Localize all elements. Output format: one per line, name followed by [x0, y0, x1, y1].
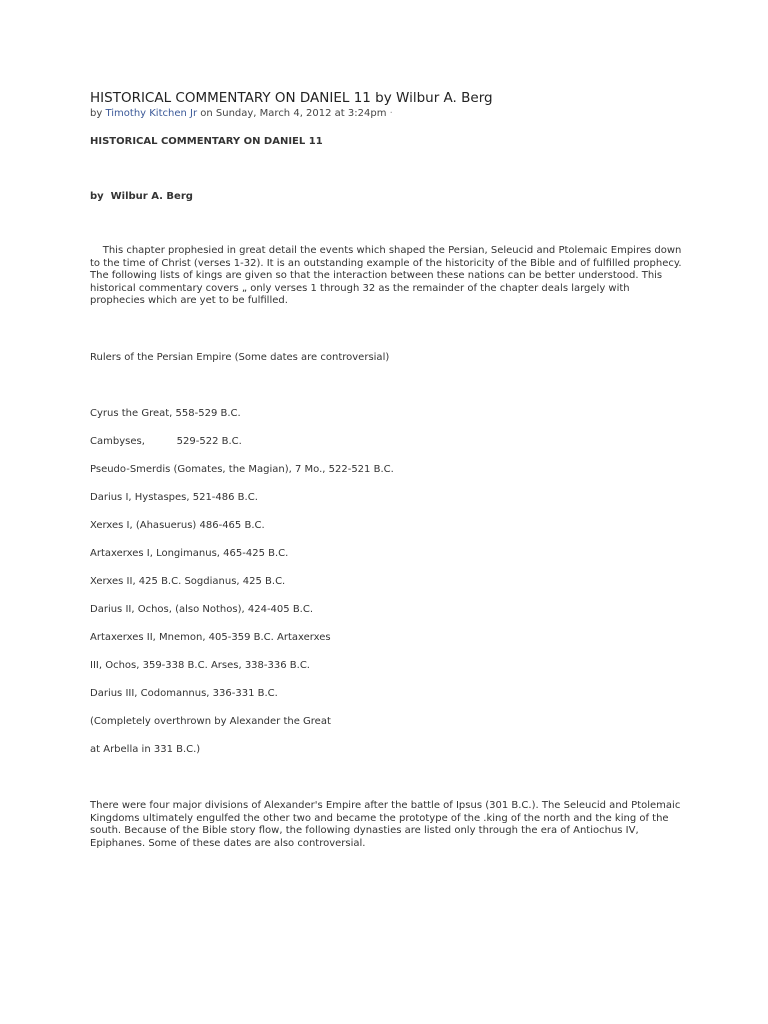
- author-line: by Wilbur A. Berg: [90, 191, 193, 202]
- closing-paragraph: There were four major divisions of Alexander's Empire after the battle of Ipsus (301 B.C.). The Seleucid and Ptolemaic Kingdoms ultimately engulfed the other two and became the prototype of the .king of the north and the king of the south. Because of the Bible story flow, the following dynasties are listed only through the era of Antiochus IV, Epiphanes. Some of these dates are also controversial.: [90, 800, 681, 849]
- list-item: Xerxes I, (Ahasuerus) 486-465 B.C.: [90, 520, 265, 531]
- list-item: III, Ochos, 359-338 B.C. Arses, 338-336 B.C.: [90, 660, 310, 671]
- list-item: (Completely overthrown by Alexander the Great: [90, 716, 331, 727]
- post-date: on Sunday, March 4, 2012 at 3:24pm: [197, 108, 387, 119]
- byline-prefix: by: [90, 108, 106, 119]
- list-item: Artaxerxes I, Longimanus, 465-425 B.C.: [90, 548, 289, 559]
- list-item: Artaxerxes II, Mnemon, 405-359 B.C. Artaxerxes: [90, 632, 331, 643]
- list-item: Darius III, Codomannus, 336-331 B.C.: [90, 688, 278, 699]
- persian-heading: Rulers of the Persian Empire (Some dates are controversial): [90, 352, 390, 363]
- author-link[interactable]: Timothy Kitchen Jr: [105, 108, 198, 119]
- list-item: at Arbella in 331 B.C.): [90, 744, 201, 755]
- post-byline: [90, 108, 393, 119]
- list-item: Cambyses, 529-522 B.C.: [90, 436, 242, 447]
- list-item: Cyrus the Great, 558-529 B.C.: [90, 408, 241, 419]
- list-item: Xerxes II, 425 B.C. Sogdianus, 425 B.C.: [90, 576, 286, 587]
- list-item: Darius II, Ochos, (also Nothos), 424-405 B.C.: [90, 604, 314, 615]
- byline-separator: ·: [386, 108, 393, 119]
- document-page: [90, 0, 690, 1024]
- list-item: Pseudo-Smerdis (Gomates, the Magian), 7 Mo., 522-521 B.C.: [90, 464, 394, 475]
- list-item: Darius I, Hystaspes, 521-486 B.C.: [90, 492, 258, 503]
- post-title: HISTORICAL COMMENTARY ON DANIEL 11 by Wilbur A. Berg: [90, 90, 493, 106]
- intro-paragraph: This chapter prophesied in great detail the events which shaped the Persian, Seleucid and Ptolemaic Empires down to the time of Christ (verses 1-32). It is an outstanding example of the historicity of the Bible and of fulfilled prophecy. The following lists of kings are given so that the interaction between these nations can be better understood. This historical commentary covers „ only verses 1 through 32 as the remainder of the chapter deals largely with prophecies which are yet to be fulfilled.: [90, 245, 685, 307]
- body-heading: HISTORICAL COMMENTARY ON DANIEL 11: [90, 136, 323, 147]
